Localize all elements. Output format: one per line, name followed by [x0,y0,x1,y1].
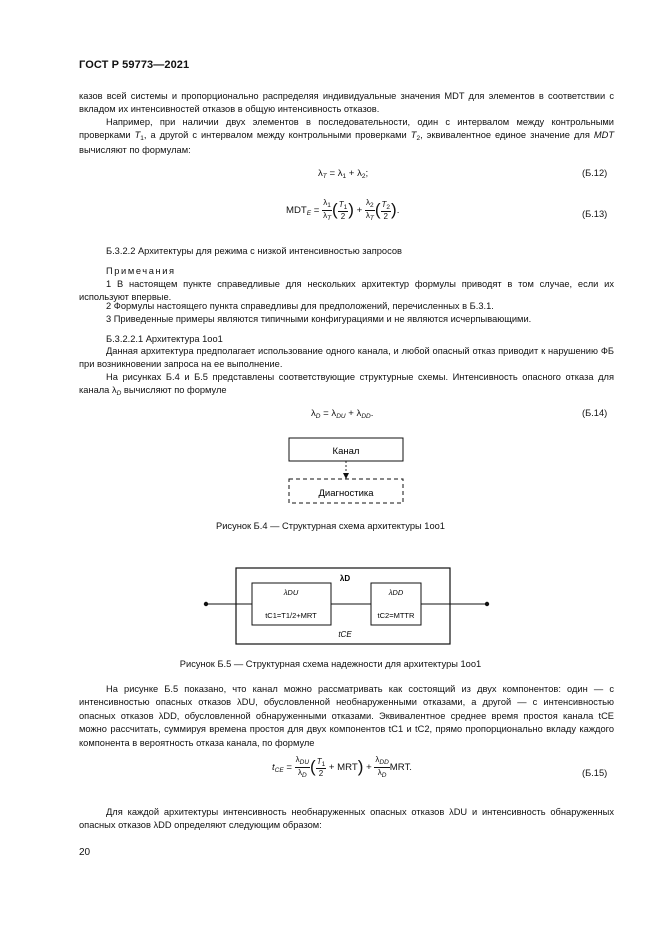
figure-b5 [0,560,661,650]
paragraph-1: казов всей системы и пропорционально распределяя индивидуальные значения MDT для элементов в соответствии с вкладом их интенсивностей отказов в общую интенсивность отказов. [79,91,614,115]
diagnostics-label: Диагностика [318,488,374,499]
equation-number-b12: (Б.12) [582,168,608,178]
section-heading-b3221: Б.3.2.2.1 Архитектура 1oo1 [106,334,223,344]
paragraph-6: Для каждой архитектуры интенсивность необнаруженных опасных отказов λDU и интенсивность обнаруженных опасных отказов λDD определяют следующим образом: [79,807,614,831]
figure-b4 [0,430,661,520]
paragraph-3: Данная архитектура предполагает использование одного канала, и любой опасный отказ приводит к нарушению ФБ при возникновении запроса на ее выполнение. [79,346,614,370]
figure-b4-caption: Рисунок Б.4 — Структурная схема архитектуры 1oo1 [216,521,445,531]
paragraph-5: На рисунке Б.5 показано, что канал можно рассматривать как состоящий из двух компонентов: один — с интенсивностью опасных отказов λDU, обусловленной необнаруженными отказами, а другой — с интенсивностью опасных отказов λDD, обусловленной обнаруженными отказами. Эквивалентное среднее время простоя канала tCE можно рассчитать, суммируя времена простоя для двух компонентов tC1 и tC2, прямо пропорционально вкладу каждого компонента в вероятность отказа канала, по формуле [79,684,614,748]
paragraph-4: На рисунках Б.4 и Б.5 представлены соответствующие структурные схемы. Интенсивность опасного отказа для канала $\lambda_D$ вычисляют по формуле [79,372,614,398]
equation-b15: $t_{CE}$ = $\frac{\lambda_{DU}}{\lambda_D}$ ( $\frac{T_1}{2}$ + MRT) + $\frac{\lambda_{DD}}{\lambda_D}$ MRT. [272,755,412,779]
page-number: 20 [79,847,91,858]
equation-number-b14: (Б.14) [582,408,608,418]
figure-b5-caption: Рисунок Б.5 — Структурная схема надежности для архитектуры 1oo1 [179,659,482,669]
note-3: 3 Приведенные примеры являются типичными конфигурациями и не являются исчерпывающими. [106,314,532,324]
paragraph-2: Например, при наличии двух элементов в последовательности, один с интервалом между контрольными проверками $T_1$, а другой с интервалом между контрольными проверками $T_2$, эквивалентное единое значение для MDT вычисляют по формулам: [79,117,614,155]
equation-b13: $MDT_E$ = $\frac{\lambda_1}{\lambda_T}$ ( $\frac{T_1}{2}$ ) + $\frac{\lambda_2}{\lambda_T}$ ( $\frac{T_2}{2}$ ). [286,198,400,222]
document-header: ГОСТ Р 59773—2021 [79,59,190,71]
lambda-d-label: λD [339,574,351,583]
equation-number-b13: (Б.13) [582,209,608,219]
channel-label: Канал [332,446,360,457]
tce-label: tCE [338,630,352,639]
tc2-label: tC2=MTTR [377,611,415,620]
equation-number-b15: (Б.15) [582,768,608,778]
lambda-du-label: λDU [283,588,299,597]
notes-title: Примечания [106,266,176,276]
arrow-head-icon [343,473,349,479]
tc1-label: tC1=T1/2+MRT [265,611,317,620]
lambda-dd-label: λDD [388,588,404,597]
note-1: 1 В настоящем пункте справедливые для нескольких архитектур формулы приводят в том случае, если их используют впервые. [79,279,614,303]
equation-b12: $\lambda_T = \lambda_1 + \lambda_2$; [318,168,369,180]
note-2: 2 Формулы настоящего пункта справедливы для предположений, перечисленных в Б.3.1. [106,301,494,311]
section-heading-b322: Б.3.2.2 Архитектуры для режима с низкой интенсивностью запросов [106,246,402,256]
equation-b14: $\lambda_D = \lambda_{DU} + \lambda_{DD}$. [311,408,374,420]
